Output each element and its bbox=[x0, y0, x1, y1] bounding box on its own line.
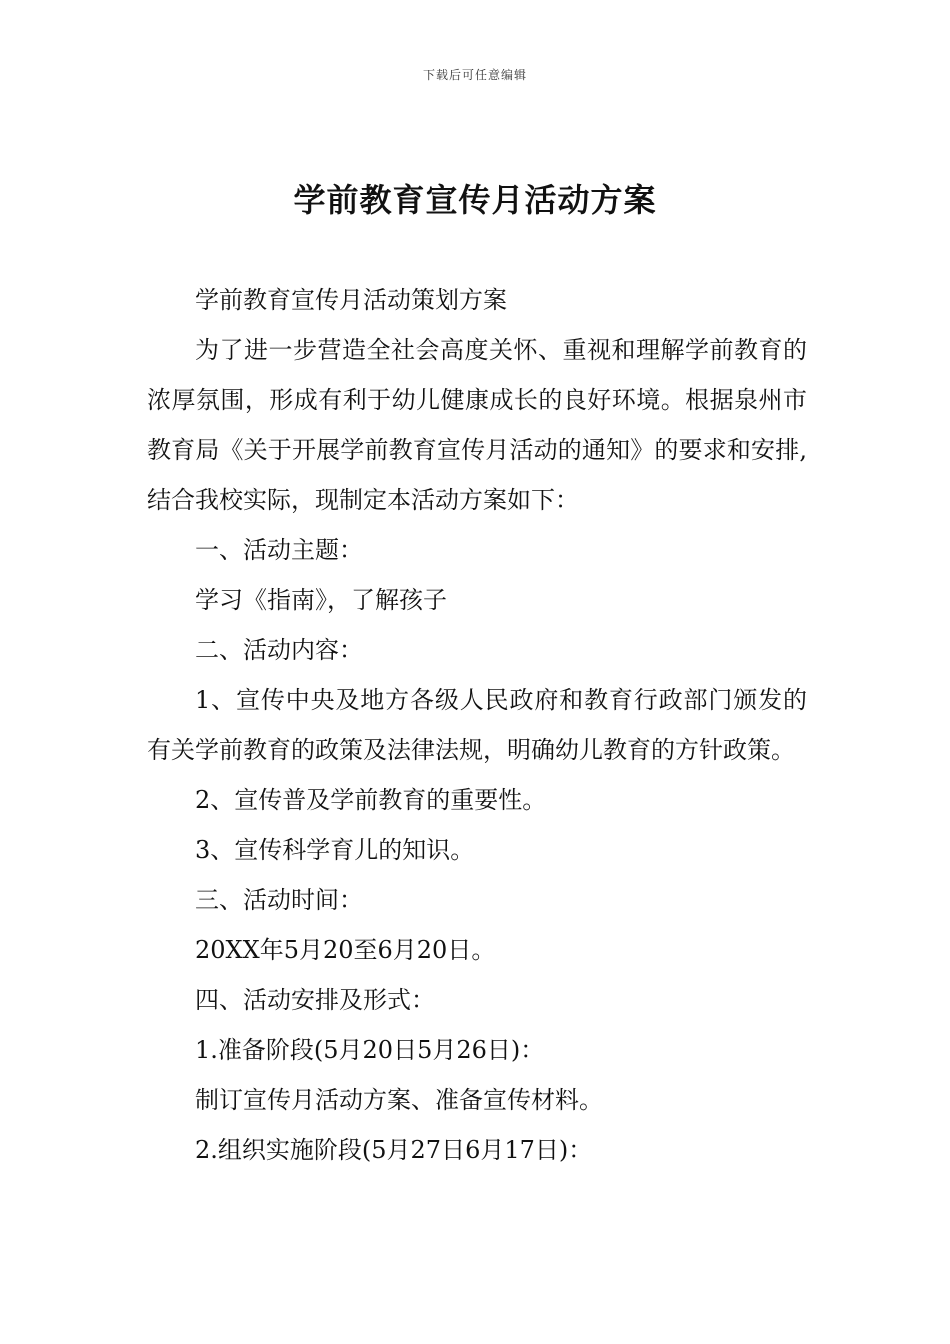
section-heading: 二、活动内容： bbox=[195, 636, 363, 664]
header-note: 下载后可任意编辑 bbox=[422, 68, 527, 82]
paragraph: 1、宣传中央及地方各级人民政府和教育行政部门颁发的有关学前教育的政策及法律法规，明确幼儿教育的方针政策。 bbox=[147, 686, 807, 764]
document-title: 学前教育宣传月活动方案 bbox=[293, 181, 657, 219]
paragraph: 3、宣传科学育儿的知识。 bbox=[195, 836, 475, 864]
section-heading: 四、活动安排及形式： bbox=[195, 986, 435, 1014]
paragraph: 1.准备阶段(5月20日5月26日)： bbox=[195, 1036, 545, 1064]
paragraph: 2.组织实施阶段(5月27日6月17日)： bbox=[195, 1136, 593, 1164]
document-body bbox=[147, 275, 807, 1175]
paragraph: 为了进一步营造全社会高度关怀、重视和理解学前教育的浓厚氛围，形成有利于幼儿健康成长的良好环境。根据泉州市教育局《关于开展学前教育宣传月活动的通知》的要求和安排,结合我校实际，现制定本活动方案如下： bbox=[147, 336, 807, 514]
paragraph: 20XX年5月20至6月20日。 bbox=[195, 936, 496, 964]
paragraph: 学习《指南》，了解孩子 bbox=[195, 586, 447, 614]
paragraph: 学前教育宣传月活动策划方案 bbox=[195, 286, 507, 314]
paragraph: 制订宣传月活动方案、准备宣传材料。 bbox=[195, 1086, 603, 1114]
paragraph: 2、宣传普及学前教育的重要性。 bbox=[195, 786, 547, 814]
section-heading: 三、活动时间： bbox=[195, 886, 363, 914]
section-heading: 一、活动主题： bbox=[195, 536, 363, 564]
